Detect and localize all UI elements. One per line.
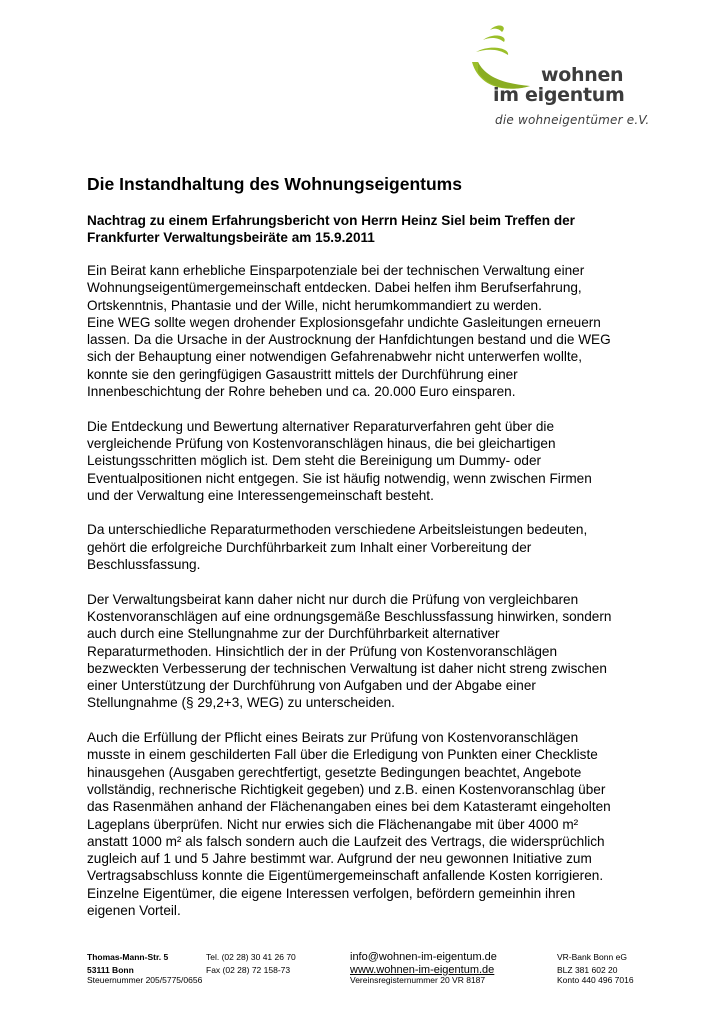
footer-city: 53111 Bonn [87, 965, 134, 975]
body-paragraph: Der Verwaltungsbeirat kann daher nicht nur durch die Prüfung von vergleichbaren Kostenvoranschlägen auf eine ordnungsgemäße Beschlussfassung hinwirken, sondern auch durch eine Stellungnahme zur der Durchführbarkeit alternativer Reparaturmethoden. Hinsichtlich der in der Prüfung von Kostenvoranschlägen bezweckten Verbesserung der technischen Verwaltung ist daher nicht streng zwischen einer Unterstützung der Durchführung von Aufgaben und der Abgabe einer Stellungnahme (§ 29,2+3, WEG) zu unterscheiden. [87, 591, 612, 711]
body-paragraph: Auch die Erfüllung der Pflicht eines Beirats zur Prüfung von Kostenvoranschlägen musste in einem geschilderten Fall über die Erledigung von Punkten einer Checkliste hinausgehen (Ausgaben gerechtfertigt, gesetzte Bedingungen beachtet, Angebote vollständig, rechnerische Richtigkeit gegeben) und z.B. einen Kostenvoranschlag über das Rasenmähen anhand der Flächenangaben eines bei dem Katasteramt eingeholten Lageplans überprüfen. Nicht nur erwies sich die Flächenangabe mit über 4000 m² anstatt 1000 m² als falsch sondern auch die Laufzeit des Vertrags, die widersprüchlich zugleich auf 1 und 5 Jahre bestimmt war. Aufgrund der neu gewonnen Initiative zum Vertragsabschluss konnte die Eigentümergemeinschaft anfallende Kosten korrigieren. Einzelne Eigentümer, die eigene Interessen verfolgen, befördern gemeinhin ihren eigenen Vorteil. [87, 730, 611, 918]
body-paragraph: Ein Beirat kann erhebliche Einsparpotenziale bei der technischen Verwaltung einer Wohnungseigentümergemeinschaft entdecken. Dabei helfen ihm Berufserfahrung, Ortskenntnis, Phantasie und der Wille, nicht herumkommandiert zu werden. Eine WEG sollte wegen drohender Explosionsgefahr undichte Gasleitungen erneuern lassen. Da die Ursache in der Austrocknung der Hanfdichtungen bestand und die WEG sich der Behauptung einer notwendigen Gefahrenabwehr nicht unterwerfen wollte, konnte sie den geringfügigen Gasaustritt mittels der Durchführung einer Innenbeschichtung der Rohre beheben und ca. 20.000 Euro einsparen. [87, 263, 611, 400]
footer-fax: Fax (02 28) 72 158-73 [206, 965, 291, 975]
document-title: Die Instandhaltung des Wohnungseigentums [87, 174, 462, 194]
footer-register-number: Vereinsregisternummer 20 VR 8187 [350, 975, 486, 985]
document-body [87, 262, 662, 937]
organization-logo [468, 22, 668, 134]
footer-email-link[interactable]: info@wohnen-im-eigentum.de [350, 951, 497, 963]
footer-address-column [87, 951, 202, 987]
footer-telephone: Tel. (02 28) 30 41 26 70 [206, 952, 296, 962]
footer-street: Thomas-Mann-Str. 5 [87, 952, 169, 962]
body-paragraph: Die Entdeckung und Bewertung alternativer Reparaturverfahren geht über die vergleichende Prüfung von Kostenvoranschlägen hinaus, die bei gleichartigen Leistungsschritten möglich ist. Dem steht die Bereinigung um Dummy- oder Eventualpositionen nicht entgegen. Sie ist häufig notwendig, wenn zwischen Firmen und der Verwaltung eine Interessengemeinschaft besteht. [87, 418, 592, 503]
logo-text-line1: wohnen [541, 64, 624, 86]
footer-website-link[interactable]: www.wohnen-im-eigentum.de [350, 964, 495, 976]
logo-text-line2: im eigentum [493, 84, 625, 106]
footer-phone-column [206, 951, 296, 977]
body-paragraph: Da unterschiedliche Reparaturmethoden verschiedene Arbeitsleistungen bedeuten, gehört die erfolgreiche Durchführbarkeit zum Inhalt einer Vorbereitung der Beschlussfassung. [87, 522, 588, 573]
footer-bank-name: VR-Bank Bonn eG [557, 952, 627, 962]
document-subtitle: Nachtrag zu einem Erfahrungsbericht von Herrn Heinz Siel beim Treffen der Frankfurter Verwaltungsbeiräte am 15.9.2011 [87, 213, 575, 245]
letterhead-footer [87, 951, 667, 995]
logo-tagline: die wohneigentümer e.V. [495, 113, 650, 127]
footer-tax-number: Steuernummer 205/5775/0656 [87, 975, 203, 985]
footer-bank-column [557, 951, 634, 987]
footer-contact-column [350, 951, 497, 987]
footer-account-number: Konto 440 496 7016 [557, 975, 634, 985]
footer-bank-code: BLZ 381 602 20 [557, 965, 618, 975]
